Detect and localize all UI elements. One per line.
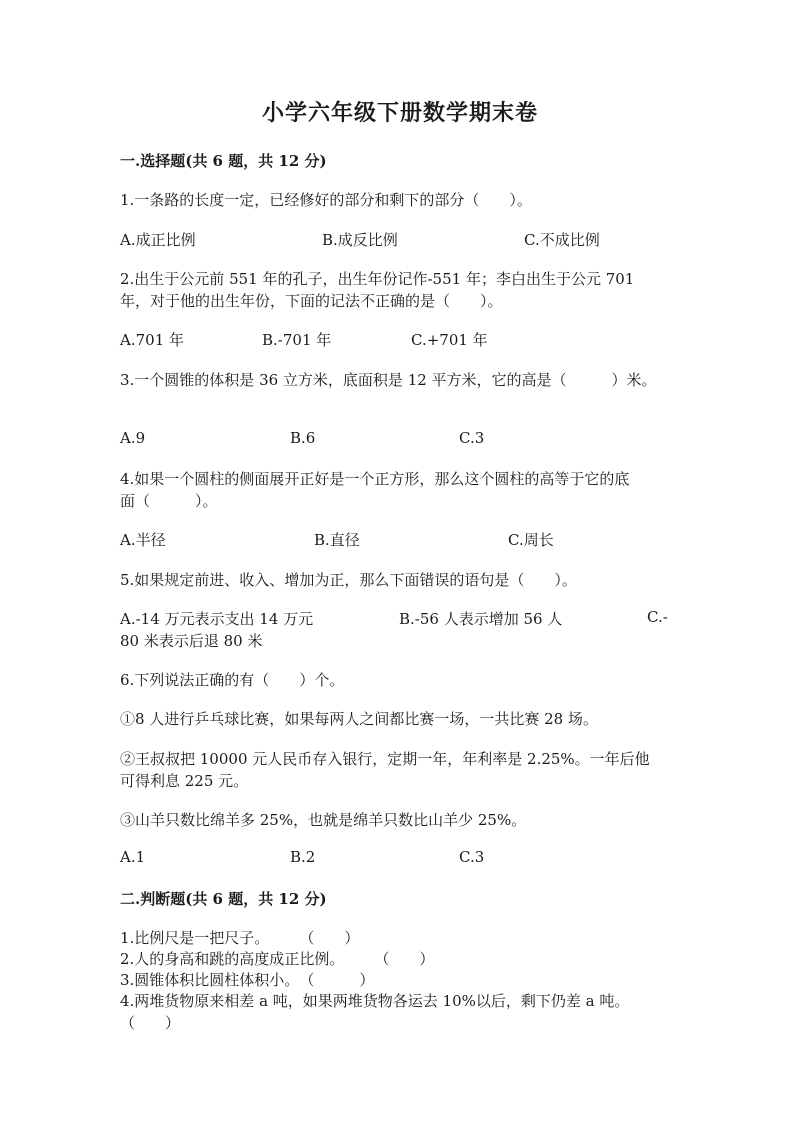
question-6-text: 6.下列说法正确的有（ ）个。 [120,671,345,689]
question-6-statement-2-line-1: ②王叔叔把 10000 元人民币存入银行，定期一年，年利率是 2.25%。一年后他 [120,750,650,768]
question-6-option-b: B.2 [290,848,316,866]
question-3-text: 3.一个圆锥的体积是 36 立方米，底面积是 12 平方米，它的高是（ ）米。 [120,371,657,389]
question-1-text: 1.一条路的长度一定，已经修好的部分和剩下的部分（ ）。 [120,191,532,209]
question-5-text: 5.如果规定前进、收入、增加为正，那么下面错误的语句是（ ）。 [120,571,577,589]
judge-item-4-answer-blank: （ ） [120,1014,181,1032]
question-4-option-a: A.半径 [120,531,166,549]
question-2-option-a: A.701 年 [120,331,184,349]
question-4-line-2: 面（ ）。 [120,492,218,510]
question-4-line-1: 4.如果一个圆柱的侧面展开正好是一个正方形，那么这个圆柱的高等于它的底 [120,470,630,488]
question-2-line-1: 2.出生于公元前 551 年的孔子，出生年份记作-551 年；李白出生于公元 701 [120,270,635,288]
question-4-option-c: C.周长 [508,531,554,549]
question-6-statement-1: ①8 人进行乒乓球比赛，如果每两人之间都比赛一场，一共比赛 28 场。 [120,710,598,728]
question-6-statement-2-line-2: 可得利息 225 元。 [120,772,249,790]
question-1-option-a: A.成正比例 [120,231,196,249]
judge-item-3: 3.圆锥体积比圆柱体积小。 （ ） [120,971,375,989]
judge-item-2: 2.人的身高和跳的高度成正比例。 （ ） [120,950,435,968]
question-6-option-c: C.3 [459,848,485,866]
question-6-option-a: A.1 [120,848,146,866]
question-5-option-c: C.- [647,608,668,626]
question-1-option-c: C.不成比例 [524,231,600,249]
page-title: 小学六年级下册数学期末卷 [261,100,538,126]
question-5-option-c-continued: 80 米表示后退 80 米 [120,632,263,650]
question-1-option-b: B.成反比例 [322,231,398,249]
question-4-option-b: B.直径 [314,531,360,549]
section-heading-choice: 一.选择题(共 6 题，共 12 分) [120,152,327,170]
question-3-option-a: A.9 [120,429,146,447]
judge-item-1: 1.比例尺是一把尺子。 （ ） [120,929,360,947]
question-2-option-b: B.-701 年 [262,331,332,349]
section-heading-judge: 二.判断题(共 6 题，共 12 分) [120,890,327,908]
question-5-option-b: B.-56 人表示增加 56 人 [399,610,563,628]
question-6-statement-3: ③山羊只数比绵羊多 25%，也就是绵羊只数比山羊少 25%。 [120,811,527,829]
question-2-option-c: C.+701 年 [411,331,488,349]
question-5-option-a: A.-14 万元表示支出 14 万元 [120,610,314,628]
judge-item-4: 4.两堆货物原来相差 a 吨，如果两堆货物各运去 10%以后，剩下仍差 a 吨。 [120,992,630,1010]
question-3-option-b: B.6 [290,429,316,447]
question-2-line-2: 年，对于他的出生年份，下面的记法不正确的是（ ）。 [120,292,503,310]
question-3-option-c: C.3 [459,429,485,447]
